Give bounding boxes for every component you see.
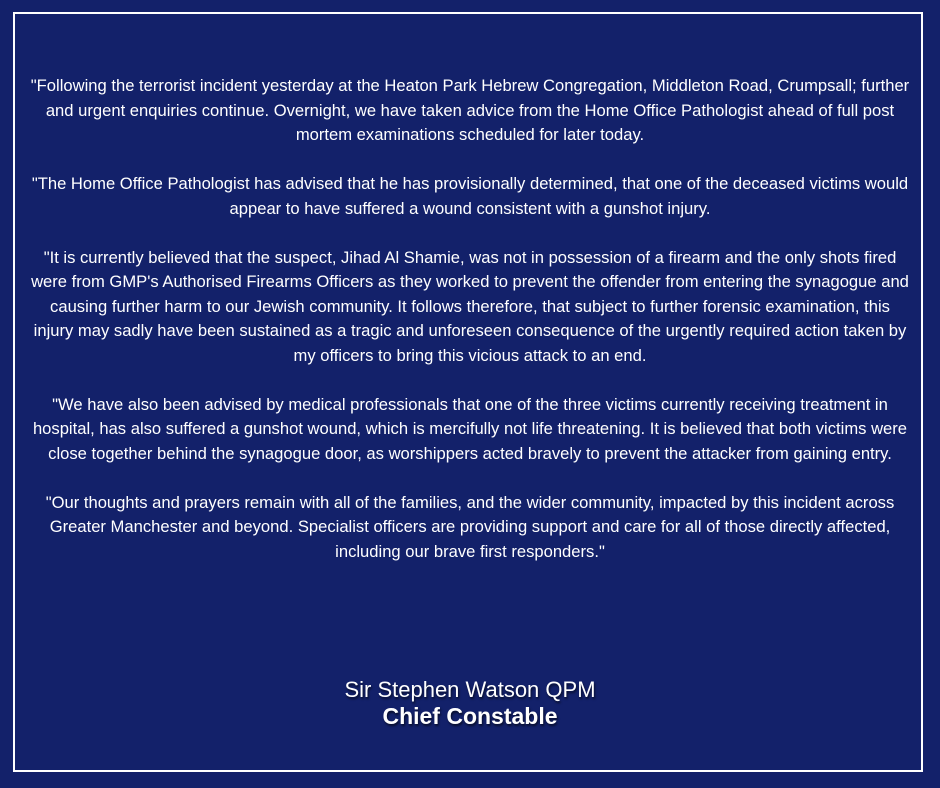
statement-paragraph-5: "Our thoughts and prayers remain with all of the families, and the wider community, impacted by this incident across Greater Manchester and beyond. Specialist officers are providing support and care for all of those directly affected, including our brave first responders." — [45, 492, 895, 561]
signature-name: Sir Stephen Watson QPM — [344, 677, 596, 702]
statement-paragraph-3: "It is currently believed that the suspect, Jihad Al Shamie, was not in possession of a firearm and the only shots fired were from GMP's Authorised Firearms Officers as they worked to prevent the offender from entering the synagogue and causing further harm to our Jewish community. It follows therefore, that subject to further forensic examination, this injury may sadly have been sustained as a tragic and unforeseen consequence of the urgently required action taken by my officers to bring this vicious attack to an end. — [31, 247, 909, 365]
statement-body — [30, 74, 910, 564]
statement-paragraph-2: "The Home Office Pathologist has advised that he has provisionally determined, that one of the deceased victims would appear to have suffered a wound consistent with a gunshot injury. — [31, 174, 909, 218]
signature-block — [30, 676, 910, 730]
signature-title: Chief Constable — [382, 703, 558, 729]
statement-paragraph-1: "Following the terrorist incident yesterday at the Heaton Park Hebrew Congregation, Middleton Road, Crumpsall; further and urgent enquiries continue. Overnight, we have taken advice from the Home Office Pathologist ahead of full post mortem examinations scheduled for later today. — [30, 76, 910, 144]
statement-paragraph-4: "We have also been advised by medical professionals that one of the three victims currently receiving treatment in hospital, has also suffered a gunshot wound, which is mercifully not life threatening. It is believed that both victims were close together behind the synagogue door, as worshippers acted bravely to prevent the attacker from gaining entry. — [32, 394, 908, 463]
